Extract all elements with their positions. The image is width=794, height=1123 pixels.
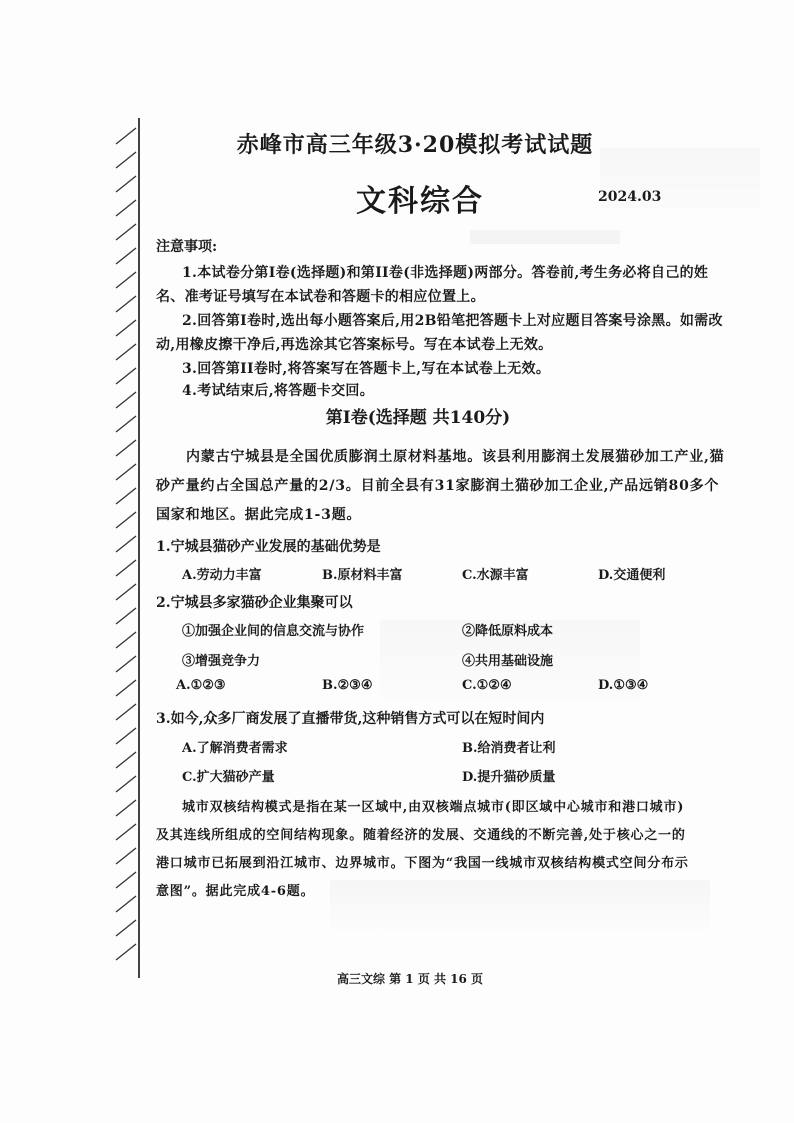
- binding-tick: [116, 488, 136, 504]
- binding-tick: [116, 392, 136, 408]
- binding-tick: [116, 872, 136, 888]
- passage-line: 国家和地区。据此完成1-3题。: [156, 507, 362, 523]
- binding-tick: [116, 632, 136, 648]
- statement-item: ②降低原料成本: [462, 624, 554, 639]
- binding-tick: [116, 296, 136, 312]
- binding-tick: [116, 776, 136, 792]
- section-title: 第I卷(选择题 共140分): [325, 408, 511, 428]
- binding-tick: [116, 536, 136, 552]
- answer-option: A.了解消费者需求: [182, 741, 288, 756]
- statement-item: ①加强企业间的信息交流与协作: [182, 624, 365, 639]
- binding-tick: [116, 176, 136, 192]
- binding-tick: [116, 680, 136, 696]
- binding-tick: [116, 608, 136, 624]
- binding-tick: [116, 824, 136, 840]
- binding-tick: [116, 224, 136, 240]
- binding-tick: [116, 464, 136, 480]
- binding-margin-marks: [112, 118, 152, 978]
- notice-line: 4.考试结束后,将答题卡交回。: [182, 383, 374, 399]
- notice-line: 动,用橡皮擦干净后,再选涂其它答案标号。写在本试卷上无效。: [156, 337, 553, 353]
- binding-line: [138, 118, 140, 978]
- notice-line: 3.回答第II卷时,将答案写在答题卡上,写在本试卷上无效。: [182, 361, 551, 377]
- exam-subject: 文科综合: [356, 184, 484, 219]
- notice-line: 2.回答第I卷时,选出每小题答案后,用2B铅笔把答题卡上对应题目答案号涂黑。如需改: [182, 313, 723, 329]
- bleed-through-shade: [330, 880, 710, 930]
- page-footer: 高三文综 第 1 页 共 16 页: [336, 972, 484, 986]
- answer-option: C.①②④: [462, 678, 512, 693]
- binding-tick: [116, 728, 136, 744]
- binding-tick: [116, 344, 136, 360]
- binding-tick: [116, 320, 136, 336]
- answer-option: B.给消费者让利: [462, 741, 556, 756]
- answer-option: C.扩大猫砂产量: [182, 770, 275, 785]
- passage-line: 意图”。据此完成4-6题。: [156, 884, 315, 899]
- binding-tick: [116, 512, 136, 528]
- notice-line: 名、准考证号填写在本试卷和答题卡的相应位置上。: [156, 289, 485, 305]
- passage-line: 砂产量约占全国总产量的2/3。目前全县有31家膨润土猫砂加工企业,产品远销80多个: [156, 478, 720, 494]
- binding-tick: [116, 752, 136, 768]
- notice-heading: 注意事项:: [156, 239, 218, 255]
- binding-tick: [116, 704, 136, 720]
- passage-line: 内蒙古宁城县是全国优质膨润土原材料基地。该县利用膨润土发展猫砂加工产业,猫: [186, 449, 725, 465]
- passage-line: 及其连线所组成的空间结构现象。随着经济的发展、交通线的不断完善,处于核心之一的: [156, 828, 686, 843]
- binding-tick: [116, 920, 136, 936]
- binding-tick: [116, 800, 136, 816]
- binding-tick: [116, 440, 136, 456]
- answer-option: D.交通便利: [598, 568, 666, 583]
- answer-option: B.②③④: [322, 678, 373, 693]
- answer-option: C.水源丰富: [462, 568, 529, 583]
- binding-tick: [116, 152, 136, 168]
- binding-tick: [116, 128, 136, 144]
- statement-item: ④共用基础设施: [462, 654, 554, 669]
- question-stem: 1.宁城县猫砂产业发展的基础优势是: [156, 539, 381, 555]
- binding-tick: [116, 368, 136, 384]
- binding-tick: [116, 200, 136, 216]
- exam-date: 2024.03: [598, 189, 662, 205]
- answer-option: B.原材料丰富: [322, 568, 403, 583]
- passage-line: 城市双核结构模式是指在某一区域中,由双核端点城市(即区域中心城市和港口城市): [182, 800, 685, 815]
- answer-option: A.劳动力丰富: [182, 568, 262, 583]
- question-stem: 2.宁城县多家猫砂企业集聚可以: [156, 595, 353, 611]
- answer-option: A.①②③: [176, 678, 226, 693]
- question-stem: 3.如今,众多厂商发展了直播带货,这种销售方式可以在短时间内: [156, 711, 545, 727]
- exam-title: 赤峰市高三年级3·20模拟考试试题: [236, 132, 594, 158]
- binding-tick: [116, 560, 136, 576]
- binding-tick: [116, 656, 136, 672]
- binding-tick: [116, 944, 136, 960]
- answer-option: D.提升猫砂质量: [462, 770, 556, 785]
- binding-tick: [116, 416, 136, 432]
- passage-line: 港口城市已拓展到沿江城市、边界城市。下图为“我国一线城市双核结构模式空间分布示: [156, 856, 689, 871]
- binding-tick: [116, 584, 136, 600]
- binding-tick: [116, 272, 136, 288]
- binding-tick: [116, 248, 136, 264]
- binding-tick: [116, 848, 136, 864]
- binding-tick: [116, 896, 136, 912]
- notice-line: 1.本试卷分第I卷(选择题)和第II卷(非选择题)两部分。答卷前,考生务必将自己的姓: [182, 265, 709, 281]
- statement-item: ③增强竞争力: [182, 654, 261, 669]
- bleed-through-shade: [470, 230, 620, 244]
- answer-option: D.①③④: [598, 678, 649, 693]
